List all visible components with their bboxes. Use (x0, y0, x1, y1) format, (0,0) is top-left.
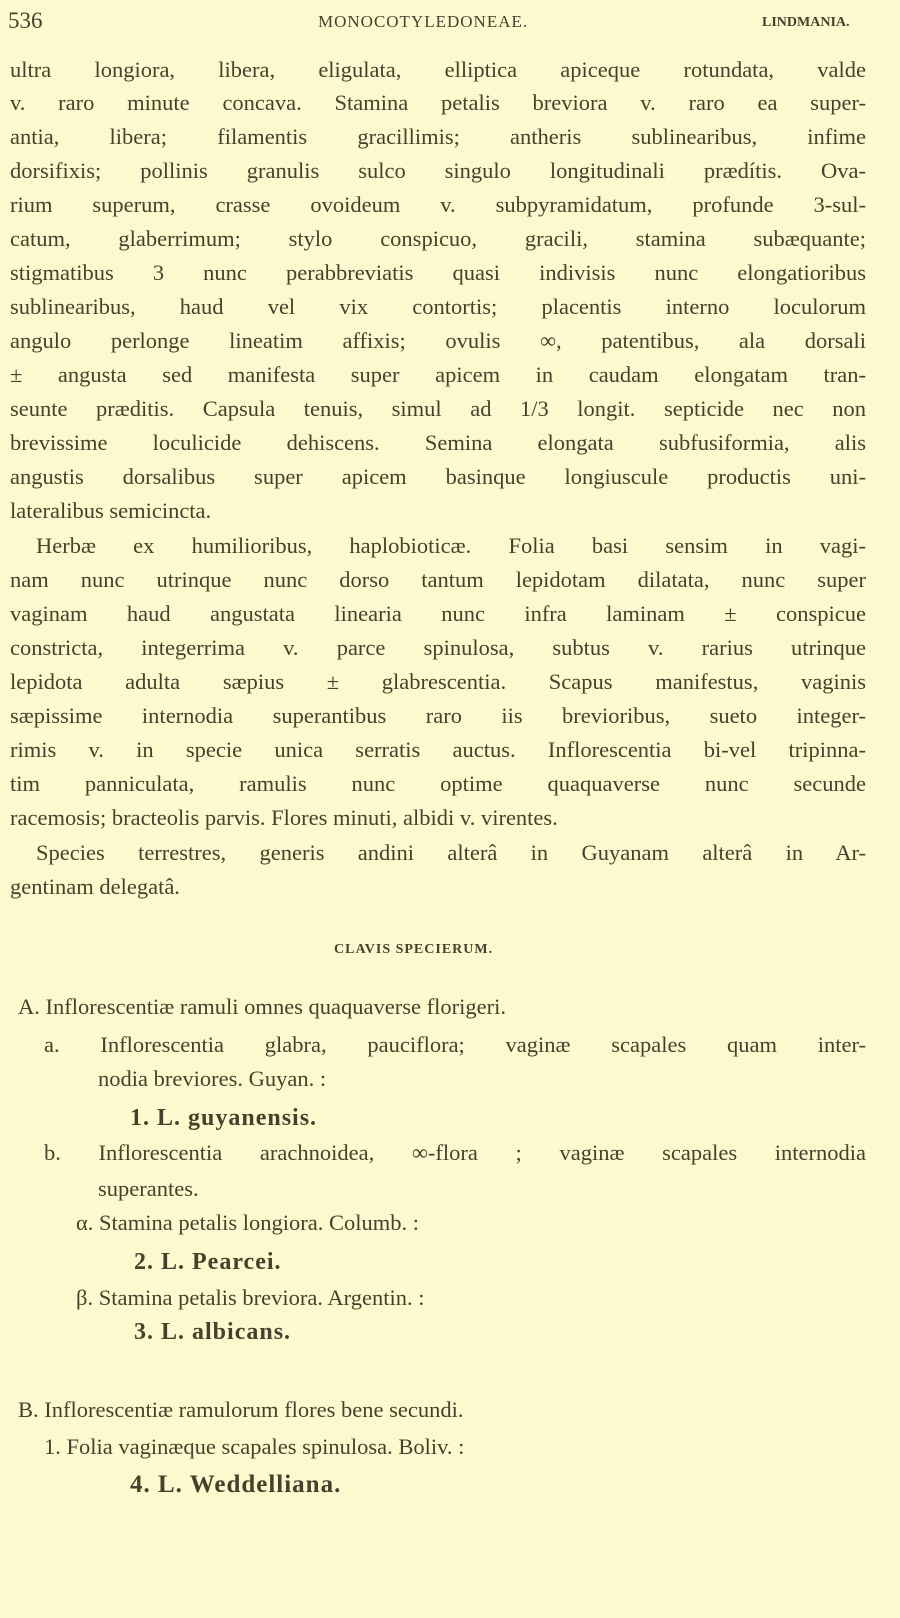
genus-title: LINDMANIA. (762, 15, 850, 30)
key-line: superantes. (98, 1176, 199, 1201)
text-line: vaginam haud angustata linearia nunc infra laminam ± conspicue (10, 601, 866, 626)
key-title: CLAVIS SPECIERUM. (334, 942, 494, 957)
key-line: β. Stamina petalis breviora. Argentin. : (76, 1285, 425, 1310)
text-line: seunte præditis. Capsula tenuis, simul ad 1/3 longit. septicide nec non (10, 396, 866, 421)
key-line: nodia breviores. Guyan. : (98, 1066, 327, 1091)
text-line: ultra longiora, libera, eligulata, elliptica apiceque rotundata, valde (10, 57, 866, 82)
text-line: lepidota adulta sæpius ± glabrescentia. Scapus manifestus, vaginis (10, 669, 866, 694)
text-line: lateralibus semicincta. (10, 498, 212, 523)
species-name: 4. L. Weddelliana. (130, 1471, 342, 1498)
text-line: constricta, integerrima v. parce spinulosa, subtus v. rarius utrinque (10, 635, 866, 660)
text-line: brevissime loculicide dehiscens. Semina elongata subfusiformia, alis (10, 430, 866, 455)
text-line: sæpissime internodia superantibus raro iis brevioribus, sueto integer- (10, 703, 866, 728)
text-line: dorsifixis; pollinis granulis sulco singulo longitudinali prædítis. Ova- (10, 158, 866, 183)
text-line: gentinam delegatâ. (10, 874, 180, 899)
species-name: 3. L. albicans. (134, 1319, 292, 1345)
page-number: 536 (8, 8, 43, 33)
text-line: Species terrestres, generis andini alterâ in Guyanam alterâ in Ar- (36, 840, 866, 865)
text-line: antia, libera; filamentis gracillimis; antheris sublinearibus, infime (10, 124, 866, 149)
text-line: nam nunc utrinque nunc dorso tantum lepidotam dilatata, nunc super (10, 567, 866, 592)
running-title: MONOCOTYLEDONEAE. (318, 12, 529, 31)
species-name: 1. L. guyanensis. (130, 1105, 318, 1131)
key-line: 1. Folia vaginæque scapales spinulosa. Boliv. : (44, 1434, 465, 1459)
text-line: rium superum, crasse ovoideum v. subpyramidatum, profunde 3-sul- (10, 192, 866, 217)
text-line: stigmatibus 3 nunc perabbreviatis quasi indivisis nunc elongatioribus (10, 260, 866, 285)
text-line: rimis v. in specie unica serratis auctus. Inflorescentia bi-vel tripinna- (10, 737, 866, 762)
text-line: ± angusta sed manifesta super apicem in caudam elongatam tran- (10, 362, 866, 387)
key-line: A. Inflorescentiæ ramuli omnes quaquaverse florigeri. (18, 994, 506, 1019)
text-line: catum, glaberrimum; stylo conspicuo, gracili, stamina subæquante; (10, 226, 866, 251)
key-line: a. Inflorescentia glabra, pauciflora; vaginæ scapales quam inter- (44, 1032, 866, 1057)
text-line: v. raro minute concava. Stamina petalis breviora v. raro ea super- (10, 90, 866, 115)
text-line: angustis dorsalibus super apicem basinque longiuscule productis uni- (10, 464, 866, 489)
species-name: 2. L. Pearcei. (134, 1249, 282, 1275)
text-line: racemosis; bracteolis parvis. Flores minuti, albidi v. virentes. (10, 805, 558, 830)
key-line: B. Inflorescentiæ ramulorum flores bene secundi. (18, 1397, 464, 1422)
text-line: tim panniculata, ramulis nunc optime quaquaverse nunc secunde (10, 771, 866, 796)
text-line: sublinearibus, haud vel vix contortis; placentis interno loculorum (10, 294, 866, 319)
key-line: b. Inflorescentia arachnoidea, ∞-flora ; vaginæ scapales internodia (44, 1140, 866, 1165)
text-line: Herbæ ex humilioribus, haplobioticæ. Folia basi sensim in vagi- (36, 533, 866, 558)
key-line: α. Stamina petalis longiora. Columb. : (76, 1210, 420, 1235)
text-line: angulo perlonge lineatim affixis; ovulis ∞, patentibus, ala dorsali (10, 328, 866, 353)
